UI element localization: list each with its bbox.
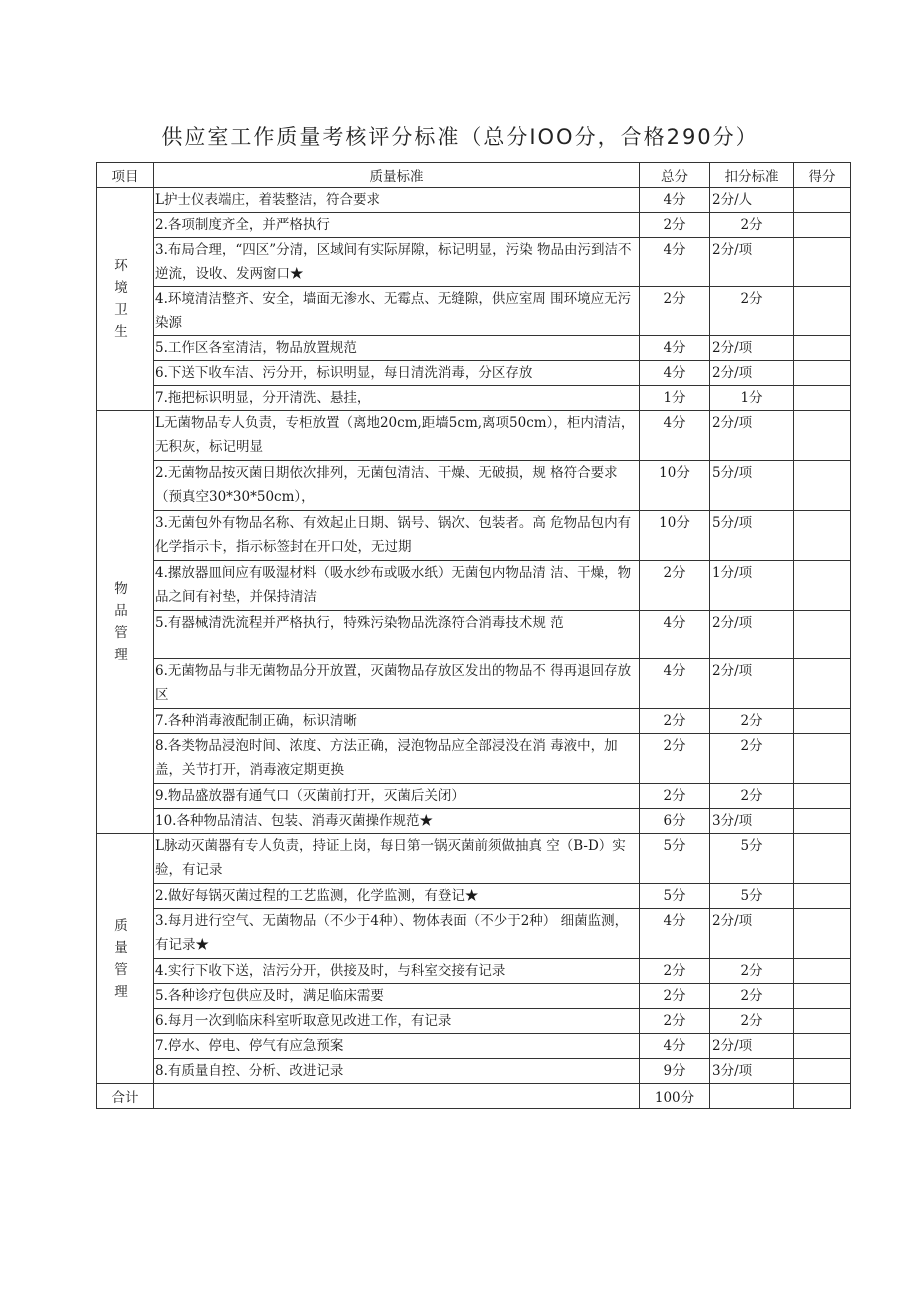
score-cell [794, 1034, 851, 1059]
table-row [97, 511, 851, 561]
standard-cell: 6.无菌物品与非无菌物品分开放置，灭菌物品存放区发出的物品不 得再退回存放区 [154, 659, 640, 709]
standard-cell: 5.工作区各室清洁，物品放置规范 [154, 336, 640, 361]
total-cell: 2分 [640, 287, 710, 336]
header-row [97, 163, 851, 188]
table-row [97, 287, 851, 336]
total-cell: 2分 [640, 709, 710, 734]
total-cell: 6分 [640, 809, 710, 834]
deduction-cell: 1分 [710, 386, 794, 411]
deduction-cell: 2分 [710, 1009, 794, 1034]
table-row [97, 213, 851, 238]
deduction-cell: 5分 [710, 834, 794, 884]
category-cell [97, 834, 154, 1084]
table-row [97, 984, 851, 1009]
deduction-cell: 2分/项 [710, 361, 794, 386]
deduction-cell: 2分 [710, 734, 794, 784]
deduction-cell: 2分/项 [710, 659, 794, 709]
standard-cell: L护士仪表端庄，着装整洁，符合要求 [154, 188, 640, 213]
deduction-cell: 2分 [710, 287, 794, 336]
deduction-cell: 2分 [710, 784, 794, 809]
total-cell: 4分 [640, 659, 710, 709]
score-cell [794, 809, 851, 834]
score-cell [794, 659, 851, 709]
total-cell: 4分 [640, 611, 710, 659]
total-cell: 9分 [640, 1059, 710, 1084]
deduction-cell: 5分/项 [710, 511, 794, 561]
standard-cell: 2.做好每锅灭菌过程的工艺监测，化学监测，有登记★ [154, 884, 640, 909]
standard-cell: 6.每月一次到临床科室听取意见改进工作，有记录 [154, 1009, 640, 1034]
total-cell: 2分 [640, 213, 710, 238]
page-title: 供应室工作质量考核评分标准（总分IOO分，合格290分） [161, 125, 759, 149]
score-cell [794, 238, 851, 287]
score-cell [794, 561, 851, 611]
score-cell [794, 834, 851, 884]
score-cell [794, 1009, 851, 1034]
deduction-cell: 2分/人 [710, 188, 794, 213]
total-cell: 2分 [640, 561, 710, 611]
header-total: 总分 [640, 163, 710, 188]
deduction-cell: 2分/项 [710, 336, 794, 361]
category-cell [97, 411, 154, 834]
score-cell [794, 909, 851, 959]
table-row [97, 884, 851, 909]
total-cell: 4分 [640, 1034, 710, 1059]
score-cell [794, 784, 851, 809]
total-cell: 4分 [640, 238, 710, 287]
footer-score [794, 1084, 851, 1109]
standard-cell: 6.下送下收车洁、污分开，标识明显，每日清洗消毒，分区存放 [154, 361, 640, 386]
total-cell: 4分 [640, 188, 710, 213]
standard-cell: 4.摞放器皿间应有吸湿材料（吸水纱布或吸水纸）无菌包内物品清 洁、干燥，物品之间有衬垫，并保持清洁 [154, 561, 640, 611]
deduction-cell: 2分/项 [710, 1034, 794, 1059]
table-row [97, 734, 851, 784]
table-row [97, 336, 851, 361]
category-line: 管 理 [114, 625, 136, 663]
header-deduction: 扣分标准 [710, 163, 794, 188]
deduction-cell: 3分/项 [710, 1059, 794, 1084]
total-cell: 4分 [640, 336, 710, 361]
standard-cell: 8.有质量自控、分析、改进记录 [154, 1059, 640, 1084]
standard-cell: 3.无菌包外有物品名称、有效起止日期、锅号、锅次、包装者。高 危物品包内有化学指示卡，指示标签封在开口处，无过期 [154, 511, 640, 561]
deduction-cell: 5分/项 [710, 461, 794, 511]
deduction-cell: 2分 [710, 709, 794, 734]
footer-label: 合计 [97, 1084, 154, 1109]
score-cell [794, 1059, 851, 1084]
table-row [97, 659, 851, 709]
standard-cell: 7.拖把标识明显，分开清洗、悬挂， [154, 386, 640, 411]
total-cell: 10分 [640, 511, 710, 561]
table-row [97, 561, 851, 611]
score-cell [794, 884, 851, 909]
footer-blank [154, 1084, 640, 1109]
score-cell [794, 709, 851, 734]
table-row [97, 386, 851, 411]
standard-cell: 10.各种物品清洁、包装、消毒灭菌操作规范★ [154, 809, 640, 834]
total-cell: 2分 [640, 1009, 710, 1034]
table-row [97, 809, 851, 834]
footer-row [97, 1084, 851, 1109]
deduction-cell: 2分/项 [710, 909, 794, 959]
table-row [97, 188, 851, 213]
category-line: 管 [114, 961, 136, 978]
standard-cell: 5.有器械清洗流程并严格执行，特殊污染物品洗涤符合消毒技术规 范 [154, 611, 640, 659]
total-cell: 4分 [640, 909, 710, 959]
score-cell [794, 734, 851, 784]
deduction-cell: 2分/项 [710, 238, 794, 287]
score-cell [794, 984, 851, 1009]
category-line: 质 [114, 917, 136, 934]
deduction-cell: 2分/项 [710, 611, 794, 659]
total-cell: 5分 [640, 884, 710, 909]
table-row [97, 834, 851, 884]
total-cell: 4分 [640, 361, 710, 386]
standard-cell: L脉动灭菌器有专人负责，持证上岗，每日第一锅灭菌前须做抽真 空（B-D）实验，有记录 [154, 834, 640, 884]
score-cell [794, 336, 851, 361]
table-row [97, 411, 851, 461]
total-cell: 10分 [640, 461, 710, 511]
deduction-cell: 2分 [710, 984, 794, 1009]
deduction-cell: 2分/项 [710, 411, 794, 461]
standard-cell: 4.实行下收下送，洁污分开，供接及时，与科室交接有记录 [154, 959, 640, 984]
table-row [97, 784, 851, 809]
table-row [97, 1034, 851, 1059]
score-cell [794, 959, 851, 984]
score-cell [794, 361, 851, 386]
standard-cell: 7.停水、停电、停气有应急预案 [154, 1034, 640, 1059]
scoring-table [96, 162, 851, 1109]
table-row [97, 959, 851, 984]
table-row [97, 611, 851, 659]
table-row [97, 1059, 851, 1084]
standard-cell: 7.各种消毒液配制正确，标识清晰 [154, 709, 640, 734]
total-cell: 2分 [640, 784, 710, 809]
deduction-cell: 2分 [710, 213, 794, 238]
standard-cell: 2.无菌物品按灭菌日期依次排列，无菌包清洁、干燥、无破损，规 格符合要求（预真空30*30*50cm）， [154, 461, 640, 511]
total-cell: 2分 [640, 984, 710, 1009]
standard-cell: 8.各类物品浸泡时间、浓度、方法正确，浸泡物品应全部浸没在消 毒液中，加盖，关节打开，消毒液定期更换 [154, 734, 640, 784]
category-line: 物 品 [114, 581, 136, 619]
standard-cell: 2.各项制度齐全，并严格执行 [154, 213, 640, 238]
category-line: 理 [114, 983, 136, 1000]
header-standard: 质量标准 [154, 163, 640, 188]
table-row [97, 709, 851, 734]
total-cell: 1分 [640, 386, 710, 411]
score-cell [794, 511, 851, 561]
table-row [97, 238, 851, 287]
table-row [97, 461, 851, 511]
header-item: 项目 [97, 163, 154, 188]
table-row [97, 1009, 851, 1034]
deduction-cell: 5分 [710, 884, 794, 909]
category-line: 量 [114, 939, 136, 956]
header-score: 得分 [794, 163, 851, 188]
table-row [97, 361, 851, 386]
standard-cell: 5.各种诊疗包供应及时，满足临床需要 [154, 984, 640, 1009]
deduction-cell: 1分/项 [710, 561, 794, 611]
score-cell [794, 386, 851, 411]
score-cell [794, 287, 851, 336]
total-cell: 4分 [640, 411, 710, 461]
category-line: 环 境 [114, 258, 136, 296]
standard-cell: 4.环境清洁整齐、安全，墙面无渗水、无霉点、无缝隙，供应室周 围环境应无污染源 [154, 287, 640, 336]
score-cell [794, 188, 851, 213]
total-cell: 2分 [640, 959, 710, 984]
score-cell [794, 611, 851, 659]
footer-deduction-blank [710, 1084, 794, 1109]
standard-cell: L无菌物品专人负责，专柜放置（离地20cm,距墙5cm,离项50cm），柜内清洁，无积灰，标记明显 [154, 411, 640, 461]
score-cell [794, 411, 851, 461]
total-cell: 5分 [640, 834, 710, 884]
category-cell [97, 188, 154, 411]
score-cell [794, 461, 851, 511]
standard-cell: 3.布局合理，“四区”分清，区域间有实际屏隙，标记明显，污染 物品由污到洁不逆流，设收、发两窗口★ [154, 238, 640, 287]
standard-cell: 3.每月进行空气、无菌物品（不少于4种）、物体表面（不少于2种） 细菌监测，有记录★ [154, 909, 640, 959]
standard-cell: 9.物品盛放器有通气口（灭菌前打开，灭菌后关闭） [154, 784, 640, 809]
table-body [97, 188, 851, 1084]
deduction-cell: 2分 [710, 959, 794, 984]
deduction-cell: 3分/项 [710, 809, 794, 834]
score-cell [794, 213, 851, 238]
category-line: 卫 生 [114, 302, 136, 340]
footer-total: 100分 [640, 1084, 710, 1109]
table-row [97, 909, 851, 959]
total-cell: 2分 [640, 734, 710, 784]
